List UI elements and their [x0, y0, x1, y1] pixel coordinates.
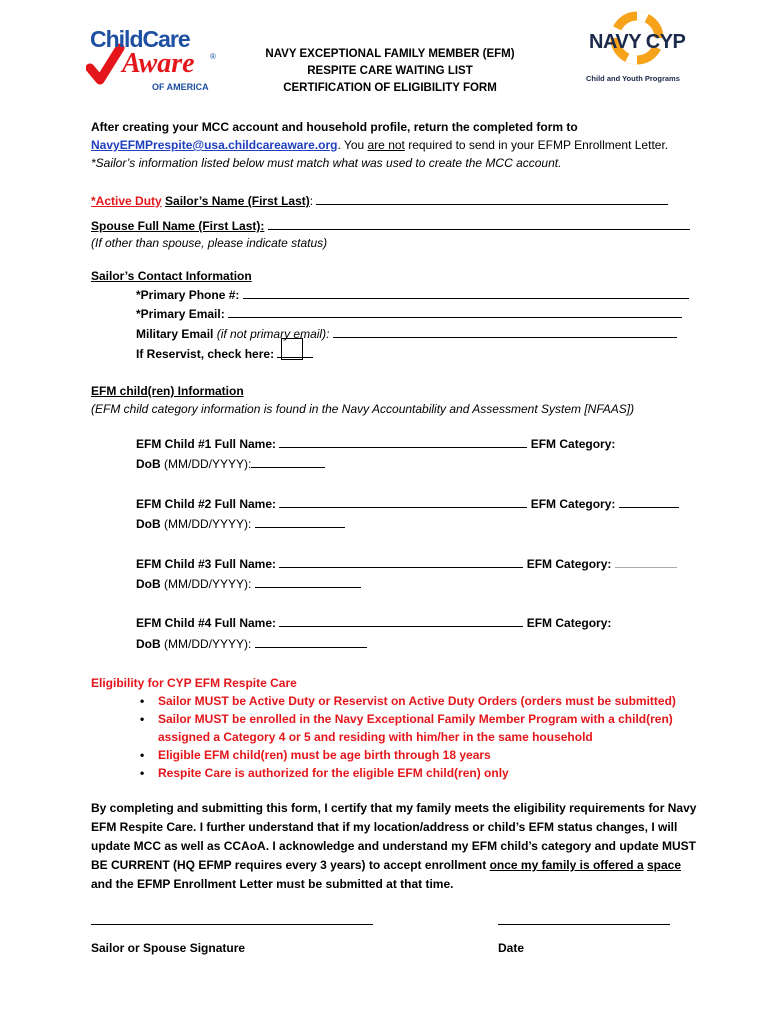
efm-child-1-name-field[interactable]	[279, 436, 527, 448]
form-header-line2: RESPITE CARE WAITING LIST	[307, 65, 473, 77]
reservist-label: If Reservist, check here:	[136, 347, 275, 361]
efm-child-1-dob-row	[136, 456, 325, 472]
sailor-name-row	[91, 193, 668, 209]
contact-heading: Sailor’s Contact Information	[91, 269, 252, 283]
spouse-note: (If other than spouse, please indicate status)	[91, 236, 328, 250]
primary-phone-row	[136, 287, 689, 303]
efm-child-4-dob-label: DoB	[136, 637, 161, 651]
date-line[interactable]	[498, 924, 670, 925]
navy-cyp-title: NAVY CYP	[589, 31, 686, 53]
efm-child-2-dob-format: (MM/DD/YYYY):	[164, 517, 252, 531]
primary-phone-label: *Primary Phone #:	[136, 288, 240, 302]
form-header	[240, 46, 540, 97]
efm-child-4-name-row	[136, 615, 611, 631]
efm-child-2-name-label: EFM Child #2 Full Name:	[136, 497, 277, 511]
efm-child-2-dob-label: DoB	[136, 517, 161, 531]
childcare-aware-logo	[86, 18, 226, 98]
intro-line3: *Sailor’s information listed below must match what was used to create the MCC account.	[91, 156, 562, 170]
form-header-line1: NAVY EXCEPTIONAL FAMILY MEMBER (EFM)	[265, 48, 515, 60]
efm-child-3-dob-field[interactable]	[255, 576, 361, 588]
certification-text-a: By completing and submitting this form, I certify that my family meets the eligibility requirements for Navy EFM Respite Care. I further understand that if my location/address or child’s EFM status changes, I will update MCC as well as CCAoA. I acknowledge and understand my EFM child’s category and update MUST BE CURRENT (HQ EFMP requires every 3 years) to accept enrollment	[91, 801, 697, 872]
efm-child-3-dob-row	[136, 576, 361, 592]
certification-paragraph	[91, 799, 697, 894]
military-email-note: (if not primary email):	[216, 327, 330, 341]
efm-child-3-category-label: EFM Category:	[526, 557, 612, 571]
efm-child-4-category-label: EFM Category:	[526, 616, 612, 630]
efm-child-3-name-row	[136, 556, 677, 572]
efm-child-4-dob-field[interactable]	[255, 636, 367, 648]
primary-email-row	[136, 306, 682, 322]
efm-child-2-category-label: EFM Category:	[530, 497, 616, 511]
signature-label: Sailor or Spouse Signature	[91, 941, 246, 955]
reservist-underline	[277, 346, 313, 358]
intro-line2-b: required to send in your EFMP Enrollment Letter.	[404, 138, 669, 152]
eligibility-item: • Sailor MUST be enrolled in the Navy Exceptional Family Member Program with a child(ren) assigned a Category 4 or 5 and residing with him/her in the same household	[136, 710, 696, 746]
intro-line1: After creating your MCC account and household profile, return the completed form to	[91, 120, 578, 134]
eligibility-item: • Respite Care is authorized for the eligible EFM child(ren) only	[136, 764, 696, 782]
childcare-logo-line2: Aware	[122, 48, 195, 79]
efm-child-2-dob-row	[136, 516, 345, 532]
efm-child-2-dob-field[interactable]	[255, 516, 345, 528]
eligibility-list	[136, 692, 696, 782]
eligibility-heading: Eligibility for CYP EFM Respite Care	[91, 676, 297, 690]
efm-child-4-name-field[interactable]	[279, 615, 523, 627]
sailor-name-label: Sailor’s Name (First Last)	[165, 194, 310, 208]
sailor-colon: :	[309, 194, 314, 208]
childcare-logo-line1: ChildCare	[90, 26, 190, 52]
efm-child-4-dob-format: (MM/DD/YYYY):	[164, 637, 252, 651]
efm-child-2-category-field[interactable]	[619, 496, 679, 508]
efm-child-2-name-field[interactable]	[279, 496, 527, 508]
reservist-checkbox[interactable]	[281, 338, 303, 360]
efm-child-3-dob-label: DoB	[136, 577, 161, 591]
efm-child-1-name-row	[136, 436, 615, 452]
efm-child-3-category-field[interactable]	[615, 556, 677, 568]
spouse-name-field[interactable]	[268, 218, 690, 230]
efm-child-1-dob-label: DoB	[136, 457, 161, 471]
spouse-name-label: Spouse Full Name (First Last):	[91, 219, 265, 233]
certification-text-underlined-2: space	[646, 858, 682, 872]
efm-child-1-dob-field[interactable]	[251, 456, 325, 468]
efm-child-1-dob-format: (MM/DD/YYYY):	[164, 457, 252, 471]
efm-child-2-name-row	[136, 496, 679, 512]
intro-line2-a: . You	[337, 138, 368, 152]
military-email-label: Military Email	[136, 327, 214, 341]
email-link[interactable]: NavyEFMPrespite@usa.childcareaware.org	[91, 138, 338, 152]
childcare-logo-registered: ®	[210, 52, 216, 61]
signature-line[interactable]	[91, 924, 373, 925]
childcare-logo-sub: OF AMERICA	[152, 82, 209, 92]
sailor-name-field[interactable]	[316, 193, 668, 205]
certification-text-b: and the EFMP Enrollment Letter must be submitted at that time.	[91, 877, 454, 891]
intro-line2	[91, 137, 668, 153]
reservist-row	[136, 346, 313, 362]
form-header-line3: CERTIFICATION OF ELIGIBILITY FORM	[283, 82, 497, 94]
navy-cyp-logo	[582, 10, 692, 90]
certification-text-underlined-1: once my family is offered a	[489, 858, 644, 872]
efm-heading: EFM child(ren) Information	[91, 384, 244, 398]
efm-child-4-name-label: EFM Child #4 Full Name:	[136, 616, 277, 630]
eligibility-list-wrap	[136, 692, 696, 782]
date-label: Date	[498, 941, 525, 955]
eligibility-item: • Eligible EFM child(ren) must be age birth through 18 years	[136, 746, 696, 764]
primary-email-field[interactable]	[228, 306, 682, 318]
efm-child-4-dob-row	[136, 636, 367, 652]
military-email-field[interactable]	[333, 326, 677, 338]
eligibility-item: • Sailor MUST be Active Duty or Reservist on Active Duty Orders (orders must be submitted)	[136, 692, 696, 710]
primary-phone-field[interactable]	[243, 287, 689, 299]
navy-cyp-subtitle: Child and Youth Programs	[586, 74, 680, 83]
efm-child-3-dob-format: (MM/DD/YYYY):	[164, 577, 252, 591]
military-email-row	[136, 326, 677, 342]
primary-email-label: *Primary Email:	[136, 307, 225, 321]
efm-child-3-name-field[interactable]	[279, 556, 523, 568]
active-duty-label: *Active Duty	[91, 194, 162, 208]
efm-child-1-name-label: EFM Child #1 Full Name:	[136, 437, 277, 451]
efm-child-3-name-label: EFM Child #3 Full Name:	[136, 557, 277, 571]
intro-line2-underlined: are not	[367, 138, 405, 152]
efm-note: (EFM child category information is found in the Navy Accountability and Assessment System [NFAAS])	[91, 402, 635, 416]
spouse-name-row	[91, 218, 690, 234]
efm-child-1-category-label: EFM Category:	[530, 437, 616, 451]
